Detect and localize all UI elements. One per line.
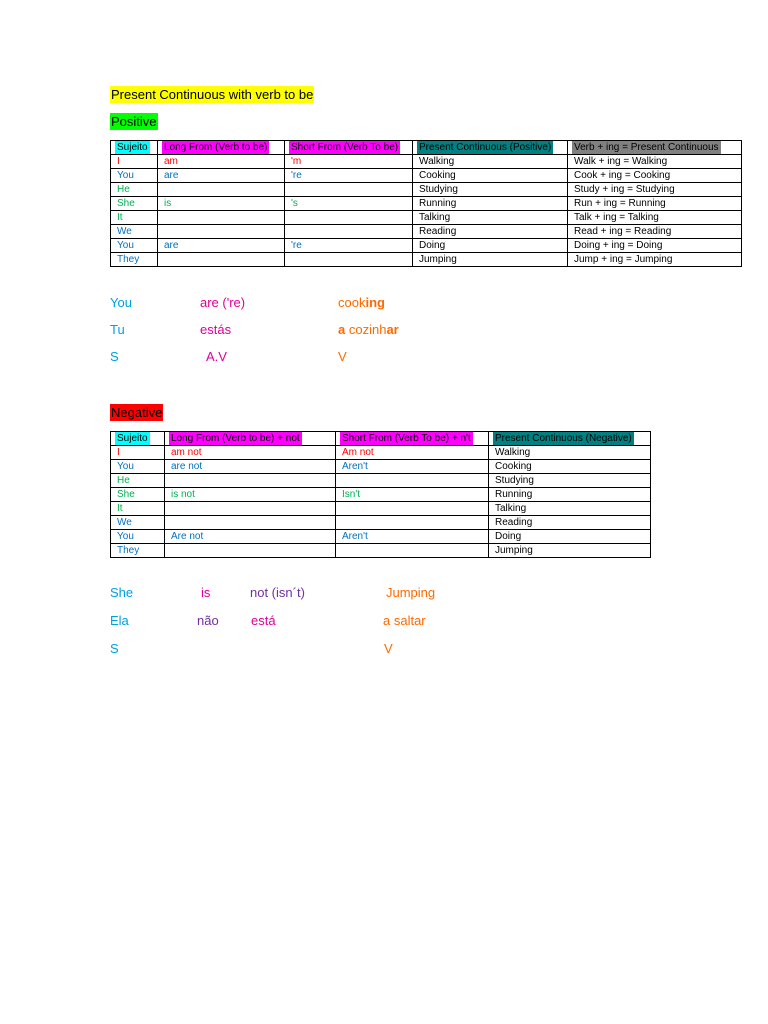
- table-header-row: [111, 141, 742, 155]
- short-form-cell: 're: [285, 169, 413, 183]
- short-form-cell: [285, 253, 413, 267]
- example-subject: Tu: [110, 322, 125, 337]
- header-cell: [158, 141, 285, 155]
- short-form-cell: 'm: [285, 155, 413, 169]
- long-form-cell: Are not: [165, 530, 336, 544]
- table-row: [111, 197, 742, 211]
- long-form-cell: are: [158, 169, 285, 183]
- example-verb-stem: cozinh: [345, 322, 387, 337]
- positive-heading: Positive: [111, 114, 157, 129]
- long-form-cell: [165, 516, 336, 530]
- table-header-row: [111, 432, 651, 446]
- table-row: [111, 211, 742, 225]
- continuous-cell: Doing: [413, 239, 568, 253]
- formula-cell: Jump + ing = Jumping: [568, 253, 742, 267]
- short-form-cell: [336, 502, 489, 516]
- header-cell: [568, 141, 742, 155]
- continuous-cell: Walking: [489, 446, 651, 460]
- continuous-cell: Reading: [413, 225, 568, 239]
- example-subject-label: S: [110, 349, 119, 364]
- long-form-cell: am not: [165, 446, 336, 460]
- subject-cell: He: [111, 183, 158, 197]
- short-form-cell: [336, 544, 489, 558]
- table-row: [111, 225, 742, 239]
- example-verb: [338, 295, 385, 311]
- short-form-cell: [336, 516, 489, 530]
- example-aux-verb: está: [251, 613, 276, 628]
- subject-cell: You: [111, 239, 158, 253]
- short-form-cell: [285, 183, 413, 197]
- example-aux-verb: estás: [200, 322, 232, 337]
- example-verb-stem: cook: [338, 295, 366, 310]
- long-form-cell: am: [158, 155, 285, 169]
- subject-cell: It: [111, 211, 158, 225]
- example-subject: She: [110, 585, 134, 600]
- example-subject: Ela: [110, 613, 129, 628]
- table-row: [111, 155, 742, 169]
- continuous-cell: Talking: [489, 502, 651, 516]
- example-negation: not (isn´t): [250, 585, 305, 600]
- continuous-cell: Studying: [489, 474, 651, 488]
- header-cell: [111, 141, 158, 155]
- example-verb-suffix: ar: [386, 322, 399, 337]
- long-form-cell: are not: [165, 460, 336, 474]
- example-verb: Jumping: [386, 585, 436, 600]
- short-form-cell: [285, 211, 413, 225]
- example-aux-verb: are ('re): [200, 295, 246, 310]
- header-present-continuous: Present Continuous (Positive): [419, 142, 552, 153]
- continuous-cell: Cooking: [489, 460, 651, 474]
- example-subject: You: [110, 295, 132, 310]
- header-cell: [336, 432, 489, 446]
- short-form-cell: Am not: [336, 446, 489, 460]
- subject-cell: It: [111, 502, 165, 516]
- example-aux-verb: is: [201, 585, 211, 600]
- long-form-cell: [158, 225, 285, 239]
- header-present-continuous: Present Continuous (Negative): [495, 433, 632, 444]
- table-row: [111, 460, 651, 474]
- example-verb: a saltar: [383, 613, 426, 628]
- table-row: [111, 516, 651, 530]
- long-form-cell: [165, 544, 336, 558]
- subject-cell: We: [111, 225, 158, 239]
- example-negation: não: [197, 613, 219, 628]
- continuous-cell: Jumping: [489, 544, 651, 558]
- continuous-cell: Cooking: [413, 169, 568, 183]
- continuous-cell: Studying: [413, 183, 568, 197]
- subject-cell: She: [111, 197, 158, 211]
- long-form-cell: [165, 502, 336, 516]
- subject-cell: They: [111, 544, 165, 558]
- table-row: [111, 488, 651, 502]
- formula-cell: Walk + ing = Walking: [568, 155, 742, 169]
- negative-heading: Negative: [111, 405, 163, 420]
- long-form-cell: [158, 183, 285, 197]
- example-verb: [338, 322, 399, 338]
- continuous-cell: Jumping: [413, 253, 568, 267]
- short-form-cell: 's: [285, 197, 413, 211]
- continuous-cell: Talking: [413, 211, 568, 225]
- example-verb-suffix: ing: [365, 295, 385, 310]
- header-verb-ing: Verb + ing = Present Continuous: [574, 142, 719, 153]
- formula-cell: Cook + ing = Cooking: [568, 169, 742, 183]
- subject-cell: I: [111, 155, 158, 169]
- continuous-cell: Walking: [413, 155, 568, 169]
- subject-cell: They: [111, 253, 158, 267]
- formula-cell: Read + ing = Reading: [568, 225, 742, 239]
- table-row: [111, 530, 651, 544]
- subject-cell: You: [111, 530, 165, 544]
- subject-cell: She: [111, 488, 165, 502]
- continuous-cell: Doing: [489, 530, 651, 544]
- long-form-cell: is: [158, 197, 285, 211]
- formula-cell: Doing + ing = Doing: [568, 239, 742, 253]
- header-long-form: Long From (Verb to be) + not: [171, 433, 300, 444]
- example-subject-label: S: [110, 641, 119, 656]
- negative-table: [110, 431, 651, 558]
- table-row: [111, 446, 651, 460]
- long-form-cell: are: [158, 239, 285, 253]
- header-cell: [489, 432, 651, 446]
- continuous-cell: Running: [413, 197, 568, 211]
- table-row: [111, 544, 651, 558]
- formula-cell: Talk + ing = Talking: [568, 211, 742, 225]
- subject-cell: I: [111, 446, 165, 460]
- short-form-cell: Aren't: [336, 530, 489, 544]
- header-cell: [165, 432, 336, 446]
- table-row: [111, 253, 742, 267]
- subject-cell: You: [111, 169, 158, 183]
- header-short-form: Short From (Verb To be): [291, 142, 399, 153]
- table-row: [111, 183, 742, 197]
- example-verb-label: V: [338, 349, 347, 364]
- example-aux-verb-label: A.V: [206, 349, 227, 364]
- table-row: [111, 474, 651, 488]
- long-form-cell: [158, 211, 285, 225]
- formula-cell: Run + ing = Running: [568, 197, 742, 211]
- continuous-cell: Reading: [489, 516, 651, 530]
- formula-cell: Study + ing = Studying: [568, 183, 742, 197]
- short-form-cell: Aren't: [336, 460, 489, 474]
- table-row: [111, 169, 742, 183]
- long-form-cell: [165, 474, 336, 488]
- short-form-cell: 're: [285, 239, 413, 253]
- continuous-cell: Running: [489, 488, 651, 502]
- long-form-cell: [158, 253, 285, 267]
- header-long-form: Long From (Verb to be): [164, 142, 268, 153]
- table-row: [111, 239, 742, 253]
- example-verb-prefix: a: [338, 322, 346, 337]
- positive-table: [110, 140, 742, 267]
- header-subject: Sujeito: [117, 433, 148, 444]
- header-short-form: Short From (Verb To be) + n't: [342, 433, 471, 444]
- subject-cell: We: [111, 516, 165, 530]
- example-verb-label: V: [384, 641, 393, 656]
- short-form-cell: Isn't: [336, 488, 489, 502]
- page-title: Present Continuous with verb to be: [111, 87, 314, 102]
- subject-cell: He: [111, 474, 165, 488]
- long-form-cell: is not: [165, 488, 336, 502]
- subject-cell: You: [111, 460, 165, 474]
- header-cell: [111, 432, 165, 446]
- header-cell: [413, 141, 568, 155]
- table-row: [111, 502, 651, 516]
- header-subject: Sujeito: [117, 142, 148, 153]
- header-cell: [285, 141, 413, 155]
- short-form-cell: [336, 474, 489, 488]
- short-form-cell: [285, 225, 413, 239]
